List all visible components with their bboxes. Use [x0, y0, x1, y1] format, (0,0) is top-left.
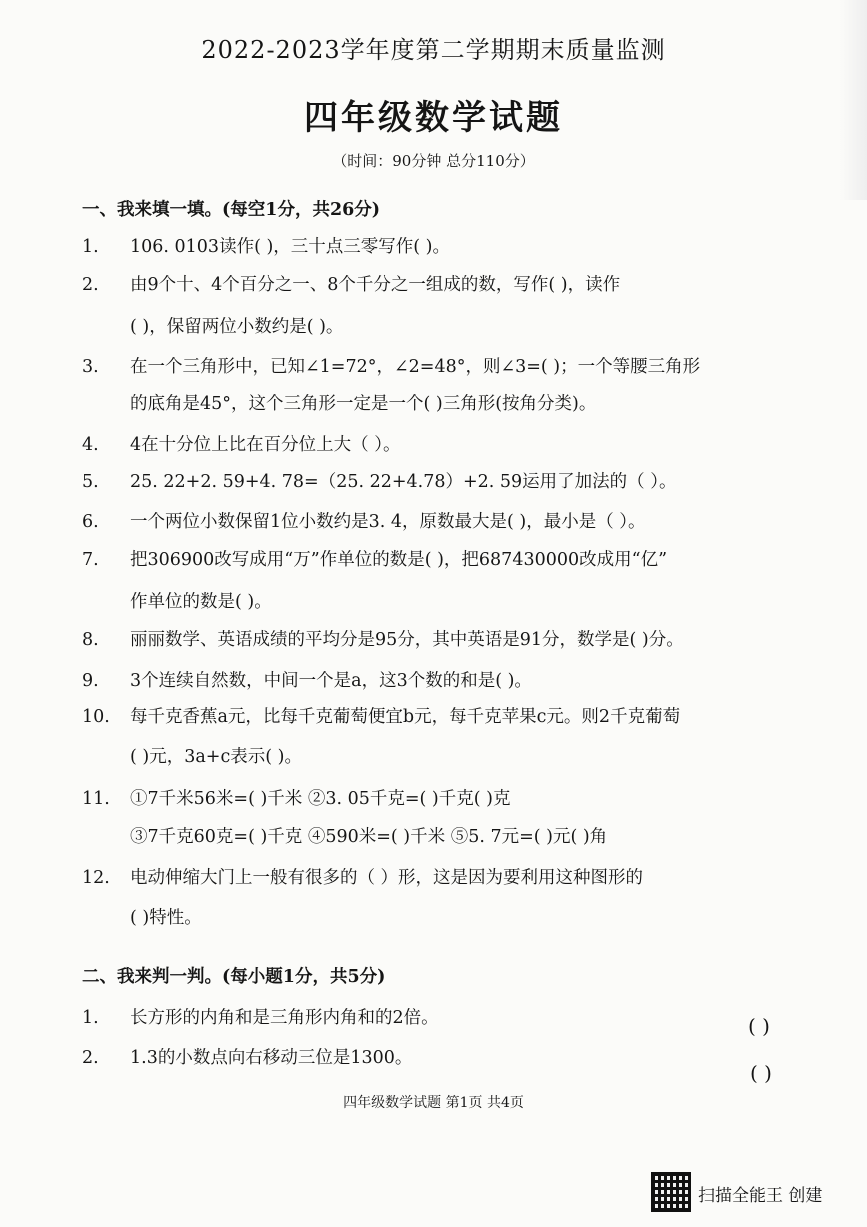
question-number: 6. — [82, 512, 99, 532]
question-text: 1.3的小数点向右移动三位是1300。 — [130, 1048, 413, 1068]
question-line — [82, 703, 822, 728]
section-1-title: 一、我来填一填。(每空1分，共26分) — [82, 200, 381, 220]
question-continuation: ( )元，3a+c表示( )。 — [130, 747, 302, 767]
question-continuation: 的底角是45°，这个三角形一定是一个( )三角形(按角分类)。 — [130, 394, 597, 414]
exam-title: 四年级数学试题 — [304, 98, 563, 138]
question-line — [82, 431, 822, 456]
question-number: 7. — [82, 550, 99, 570]
question-continuation: ( )特性。 — [130, 908, 202, 928]
question-line — [82, 1044, 822, 1069]
question-text: 在一个三角形中，已知∠1=72°，∠2=48°，则∠3=( )；一个等腰三角形 — [130, 357, 701, 377]
page-footer: 四年级数学试题 第1页 共4页 — [343, 1095, 524, 1111]
question-number: 12. — [82, 868, 110, 888]
question-number: 1. — [82, 1008, 99, 1028]
question-line — [82, 785, 822, 810]
question-line — [82, 626, 822, 651]
question-line — [82, 468, 822, 493]
question-continuation: 作单位的数是( )。 — [130, 592, 272, 612]
question-text: 一个两位小数保留1位小数约是3. 4，原数最大是( )，最小是（ ）。 — [130, 512, 646, 532]
question-line — [82, 667, 822, 692]
exam-time-score: （时间：90分钟 总分110分） — [332, 152, 535, 170]
qr-code-icon — [651, 1172, 691, 1212]
question-number: 9. — [82, 671, 99, 691]
question-number: 8. — [82, 630, 99, 650]
question-text: 由9个十、4个百分之一、8个千分之一组成的数，写作( )，读作 — [130, 275, 621, 295]
question-line — [82, 271, 822, 296]
question-continuation: ( )，保留两位小数约是( )。 — [130, 317, 344, 337]
question-text: 106. 0103读作( )，三十点三零写作( )。 — [130, 237, 450, 257]
question-text: 丽丽数学、英语成绩的平均分是95分，其中英语是91分，数学是( )分。 — [130, 630, 684, 650]
question-number: 1. — [82, 237, 99, 257]
question-text: 每千克香蕉a元，比每千克葡萄便宜b元，每千克苹果c元。则2千克葡萄 — [130, 707, 681, 727]
question-number: 2. — [82, 275, 99, 295]
question-line — [82, 546, 822, 571]
question-text: 25. 22+2. 59+4. 78=（25. 22+4.78）+2. 59运用了加法的（ ）。 — [130, 472, 677, 492]
question-text: 长方形的内角和是三角形内角和的2倍。 — [130, 1008, 439, 1028]
question-text: ①7千米56米=( )千米 ②3. 05千克=( )千克( )克 — [130, 789, 511, 809]
question-number: 10. — [82, 707, 110, 727]
question-line — [82, 233, 822, 258]
question-line — [82, 353, 822, 378]
question-text: 把306900改写成用“万”作单位的数是( )，把687430000改成用“亿” — [130, 550, 668, 570]
question-number: 5. — [82, 472, 99, 492]
question-text: 电动伸缩大门上一般有很多的（ ）形，这是因为要利用这种图形的 — [130, 868, 644, 888]
question-number: 3. — [82, 357, 99, 377]
question-text: 4在十分位上比在百分位上大（ ）。 — [130, 435, 401, 455]
question-number: 4. — [82, 435, 99, 455]
question-text: 3个连续自然数，中间一个是a，这3个数的和是( )。 — [130, 671, 532, 691]
question-number: 11. — [82, 789, 110, 809]
question-continuation: ③7千克60克=( )千克 ④590米=( )千米 ⑤5. 7元=( )元( )角 — [130, 827, 608, 847]
section-2-title: 二、我来判一判。(每小题1分，共5分) — [82, 967, 386, 987]
question-line — [82, 508, 822, 533]
question-line — [82, 1004, 822, 1029]
answer-parentheses: ( ) — [748, 1014, 770, 1038]
answer-parentheses: ( ) — [750, 1061, 772, 1085]
exam-term-heading: 2022-2023学年度第二学期期末质量监测 — [201, 36, 666, 64]
question-number: 2. — [82, 1048, 99, 1068]
question-line — [82, 864, 822, 889]
scanner-watermark: 扫描全能王 创建 — [698, 1186, 823, 1206]
